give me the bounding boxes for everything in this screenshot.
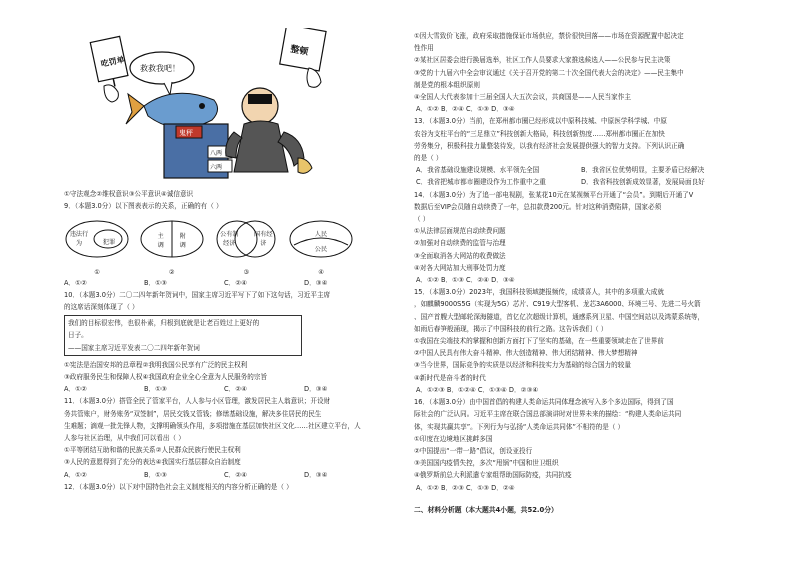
q16-line-2: 际社会的广泛认同。习近平主席在联合国总部演讲时对世界未来的描绘：“构建人类命运共同 bbox=[414, 410, 682, 419]
q9-option-a[interactable]: A．①② bbox=[64, 278, 87, 287]
sign-right-text: 整顿 bbox=[289, 44, 309, 58]
q14-line-1: 14．（本题3.0分）为了追一部电视剧，张某花10元在某视频平台开通了“会员”。到期后开通了V bbox=[414, 190, 694, 199]
venn-1-inner-label: 犯罪 bbox=[102, 238, 116, 246]
q12-item-2: ②某社区居委会进行换届选举，社区工作人员要求大家推选候选人——公民参与民主决策 bbox=[414, 56, 671, 65]
venn-diagram-row bbox=[64, 215, 354, 276]
q8-options: ①守法观念②维权意识③公平意识④诚信意识 bbox=[64, 190, 194, 198]
q13-option-b[interactable]: B．我省区位优势明显，主要矛盾已经解决 bbox=[581, 166, 705, 175]
q15-line-2: ，如麒麟9000S5G（实现为5G）芯片、C919大型客机、龙芯3A6000、环境三号、先进二号火箭 bbox=[414, 300, 701, 309]
right-column bbox=[414, 30, 744, 516]
q11-option-d[interactable]: D．③④ bbox=[304, 470, 328, 479]
q11-line-3: 生难题；滴观一批先锋人物，支撑明确领头作用，多项措施在基层加快社区文化……社区建立平台，人 bbox=[64, 421, 361, 430]
q11-line-1: 11．（本题3.0分）搭管全民了管家平台，人人参与小区管理，激发居民主人翁意识；开设财 bbox=[64, 397, 331, 406]
q14-line-3: （ ） bbox=[414, 215, 430, 224]
q14-option-1: ①从法律层面规范自动续费问题 bbox=[414, 227, 506, 236]
q14-option-2: ②加强对自动续费的监管与治理 bbox=[414, 239, 506, 248]
q13-option-a[interactable]: A．我省基础设施建设规模、水平领先全国 bbox=[416, 166, 540, 175]
q13-options-row-2 bbox=[414, 176, 744, 188]
q13-line-3: 劳务集分，积极科技力量整装待发，以我有经济社会发展提供强大的智力支持。下列认识正确 bbox=[414, 141, 685, 150]
venn-3-b-label: 国有经济 bbox=[254, 230, 273, 247]
sign-left-text: 吃罚单 bbox=[100, 54, 126, 69]
venn-1-number: ① bbox=[94, 268, 100, 276]
q15-option-4: ④新时代是奋斗者的时代 bbox=[414, 373, 486, 382]
q10-option-c[interactable]: C．②④ bbox=[224, 385, 248, 394]
q13-option-d[interactable]: D．我省科技创新成效显著，发展局面良好 bbox=[581, 178, 705, 187]
q11-line-2: 务共管账户，财务账务“双签制”，居民交钱又管钱；修缮基础设施，解决多住居民的民生 bbox=[64, 409, 322, 418]
q15-option-1: ①我国在尖端技术的掌握和创新方面打下了坚实的基础，在一些重要领域走在了世界前 bbox=[414, 337, 664, 346]
q10-option-line-2: ③政府服务民生和保障人权④我国政府企业全心全意为人民服务的宗旨 bbox=[64, 373, 268, 382]
q11-option-b[interactable]: B．①③ bbox=[144, 470, 167, 479]
venn-3-number: ③ bbox=[243, 268, 250, 276]
q13-line-4: 的是（ ） bbox=[414, 154, 443, 163]
section-2-title: 二、材料分析题（本大题共4小题，共52.0分） bbox=[414, 505, 558, 514]
q11-option-line-2: ③人民的意愿得到了充分的表达④我国实行基层群众自治制度 bbox=[64, 458, 241, 467]
venn-1-outer-label: 违法行为 bbox=[69, 230, 89, 247]
venn-4-number: ④ bbox=[318, 268, 324, 276]
q10-stem-line-1: 10．（本题3.0分）二〇二四年新年贺词中，国家主席习近平写下了如下这句话，习近平主席 bbox=[64, 290, 331, 299]
venn-4 bbox=[288, 215, 354, 276]
q9-answer-options bbox=[64, 277, 394, 289]
q9-stem: 9．（本题3.0分）以下图表表示的关系，正确的有（ ） bbox=[64, 202, 223, 211]
speech-text: 救救我吧！ bbox=[140, 64, 180, 73]
venn-2-number: ② bbox=[168, 268, 175, 276]
q12-item-1-line-1: ①因大雪致价飞涨，政府采取措施保证市场供应，禁价很快回落——市场在资源配置中起决定 bbox=[414, 32, 684, 40]
q16-option-3: ③美国国内疫情失控，多次“甩锅”中国和世卫组织 bbox=[414, 459, 559, 468]
q15-line-1: 15．（本题3.0分）2023年，我国科技领域捷报频传，成绩喜人，其中的多项重大成就 bbox=[414, 288, 664, 297]
venn-4-a-label: 人民 bbox=[314, 230, 328, 238]
q9-option-c[interactable]: C．②④ bbox=[224, 278, 248, 287]
q15-line-4: 如雨后春笋般涌现，揭示了中国科技的前行之路。这告诉我们（ ） bbox=[414, 324, 608, 333]
venn-1 bbox=[64, 215, 130, 276]
q12-stem: 12．（本题3.0分）以下对中国特色社会主义制度相关的内容分析正确的是（ ） bbox=[64, 482, 293, 491]
q16-line-1: 16．（本题3.0分）由中国首倡的构建人类命运共同体理念被写入多个多边国际，得到了国 bbox=[414, 398, 674, 407]
q16-option-1: ①印度在边境地区挑衅多国 bbox=[414, 434, 493, 443]
q15-line-3: 、国产首艘大型邮轮深海隧道，首亿亿次超级计算机，通感系列卫星、中国空间站以及鸿蒙系统等， bbox=[414, 312, 705, 321]
q10-quote-line-1: 我们的目标很宏伟，也很朴素，归根到底就是让老百姓过上更好的 bbox=[68, 319, 260, 328]
q12-item-3-line-2: 制是党的根本组织原则 bbox=[414, 80, 480, 89]
q12-answer-options[interactable]: A．①② B．②④ C．①③ D．③④ bbox=[416, 105, 515, 114]
venn-2-shape bbox=[139, 215, 205, 263]
venn-3 bbox=[213, 215, 279, 276]
q14-option-3: ③全面取消各大网站的收费做法 bbox=[414, 251, 506, 260]
q11-line-4: 人参与社区治理，从中我们可以看出（ ） bbox=[64, 434, 185, 443]
q10-quote-source: ——国家主席习近平发表二〇二四年新年贺词 bbox=[68, 343, 200, 352]
box-label: 鬼秤 bbox=[179, 129, 193, 137]
q13-option-c[interactable]: C．我省把城市都市圈建设作为工作重中之重 bbox=[416, 178, 546, 187]
q15-answer-options[interactable]: A．①②③ B．①②④ C．①③④ D．②③④ bbox=[416, 385, 539, 394]
q12-item-4: ④全国人大代表参加十三届全国人大五次会议，共商国是——人民当家作主 bbox=[414, 93, 631, 102]
q10-option-line-1: ①宪法是治国安邦的总章程②我明我国公民享有广泛的民主权利 bbox=[64, 360, 248, 369]
q11-option-c[interactable]: C．②④ bbox=[224, 470, 248, 479]
q10-option-d[interactable]: D．③④ bbox=[304, 385, 328, 394]
q11-option-line-1: ①平等团结互助和谐的民族关系②人民群众民族行使民主权利 bbox=[64, 446, 241, 455]
q11-option-a[interactable]: A．①② bbox=[64, 470, 87, 479]
q14-option-4: ④对各大网站加大刑事处罚力度 bbox=[414, 263, 506, 272]
venn-4-b-label: 公民 bbox=[314, 245, 328, 253]
q13-line-1: 13．（本题3.0分）当前，在郑州都市圈已经形成以中原科技城、中原医学科学城、中原 bbox=[414, 117, 667, 126]
q16-option-2: ②中国提出“一带一路”倡议，创设亚投行 bbox=[414, 446, 533, 455]
q13-options-row-1 bbox=[414, 164, 744, 176]
q10-option-a[interactable]: A．①② bbox=[64, 385, 87, 394]
q10-answer-options bbox=[64, 383, 394, 395]
weight-label: 八两 bbox=[210, 150, 223, 157]
left-column bbox=[64, 28, 394, 493]
q16-line-3: 体，实现共赢共享”。下列行为与弘扬“人类命运共同体”不相符的是（ ） bbox=[414, 422, 625, 431]
q12-item-3-line-1: ③党的十九届六中全会审议通过《关于召开党的第二十次全国代表大会的决定》——民主集中 bbox=[414, 68, 684, 77]
venn-2-b-label: 附调 bbox=[179, 232, 186, 249]
q12-item-1-line-2: 性作用 bbox=[414, 44, 434, 53]
q9-option-d[interactable]: D．③④ bbox=[304, 278, 328, 287]
q10-quote-line-2: 日子。 bbox=[68, 331, 88, 340]
q9-option-b[interactable]: B．①③ bbox=[144, 278, 167, 287]
venn-2-a-label: 主调 bbox=[157, 232, 164, 249]
q10-quote-box bbox=[64, 315, 302, 356]
cartoon-drawing bbox=[84, 28, 344, 188]
q10-stem-line-2: 的这席话深刻体现了（ ） bbox=[64, 303, 139, 312]
weight-label-2: 六两 bbox=[210, 164, 223, 171]
q16-answer-options[interactable]: A．①② B．②③ C．①③ D．②④ bbox=[416, 483, 515, 492]
q14-line-2: 数据后至VIP会员随自动续费了一年，总扣款费200元。针对这种消费陷阱，国家必须 bbox=[414, 202, 662, 211]
venn-3-a-label: 公有制经济 bbox=[220, 230, 239, 247]
venn-2 bbox=[139, 215, 205, 276]
q15-option-3: ③当今世界，国际竞争的实质是以经济和科技实力为基础的综合国力的较量 bbox=[414, 361, 631, 370]
venn-4-shape bbox=[288, 215, 354, 263]
q11-answer-options bbox=[64, 469, 394, 481]
q13-line-2: 农谷为支柱平台的“三足鼎立”科技创新大格局，科技创新热度……郑州都市圈正在加快 bbox=[414, 129, 665, 138]
q15-option-2: ②中国人民具有伟大奋斗精神、伟大创造精神、伟大团结精神、伟大梦想精神 bbox=[414, 349, 638, 358]
cartoon-illustration bbox=[84, 28, 344, 188]
q14-answer-options[interactable]: A．①② B．①③ C．②④ D．③④ bbox=[416, 276, 515, 285]
q16-option-4: ④俄罗斯前总大利派遣专家组帮助国际防疫，共同抗疫 bbox=[414, 471, 572, 480]
q10-option-b[interactable]: B．①③ bbox=[144, 385, 167, 394]
